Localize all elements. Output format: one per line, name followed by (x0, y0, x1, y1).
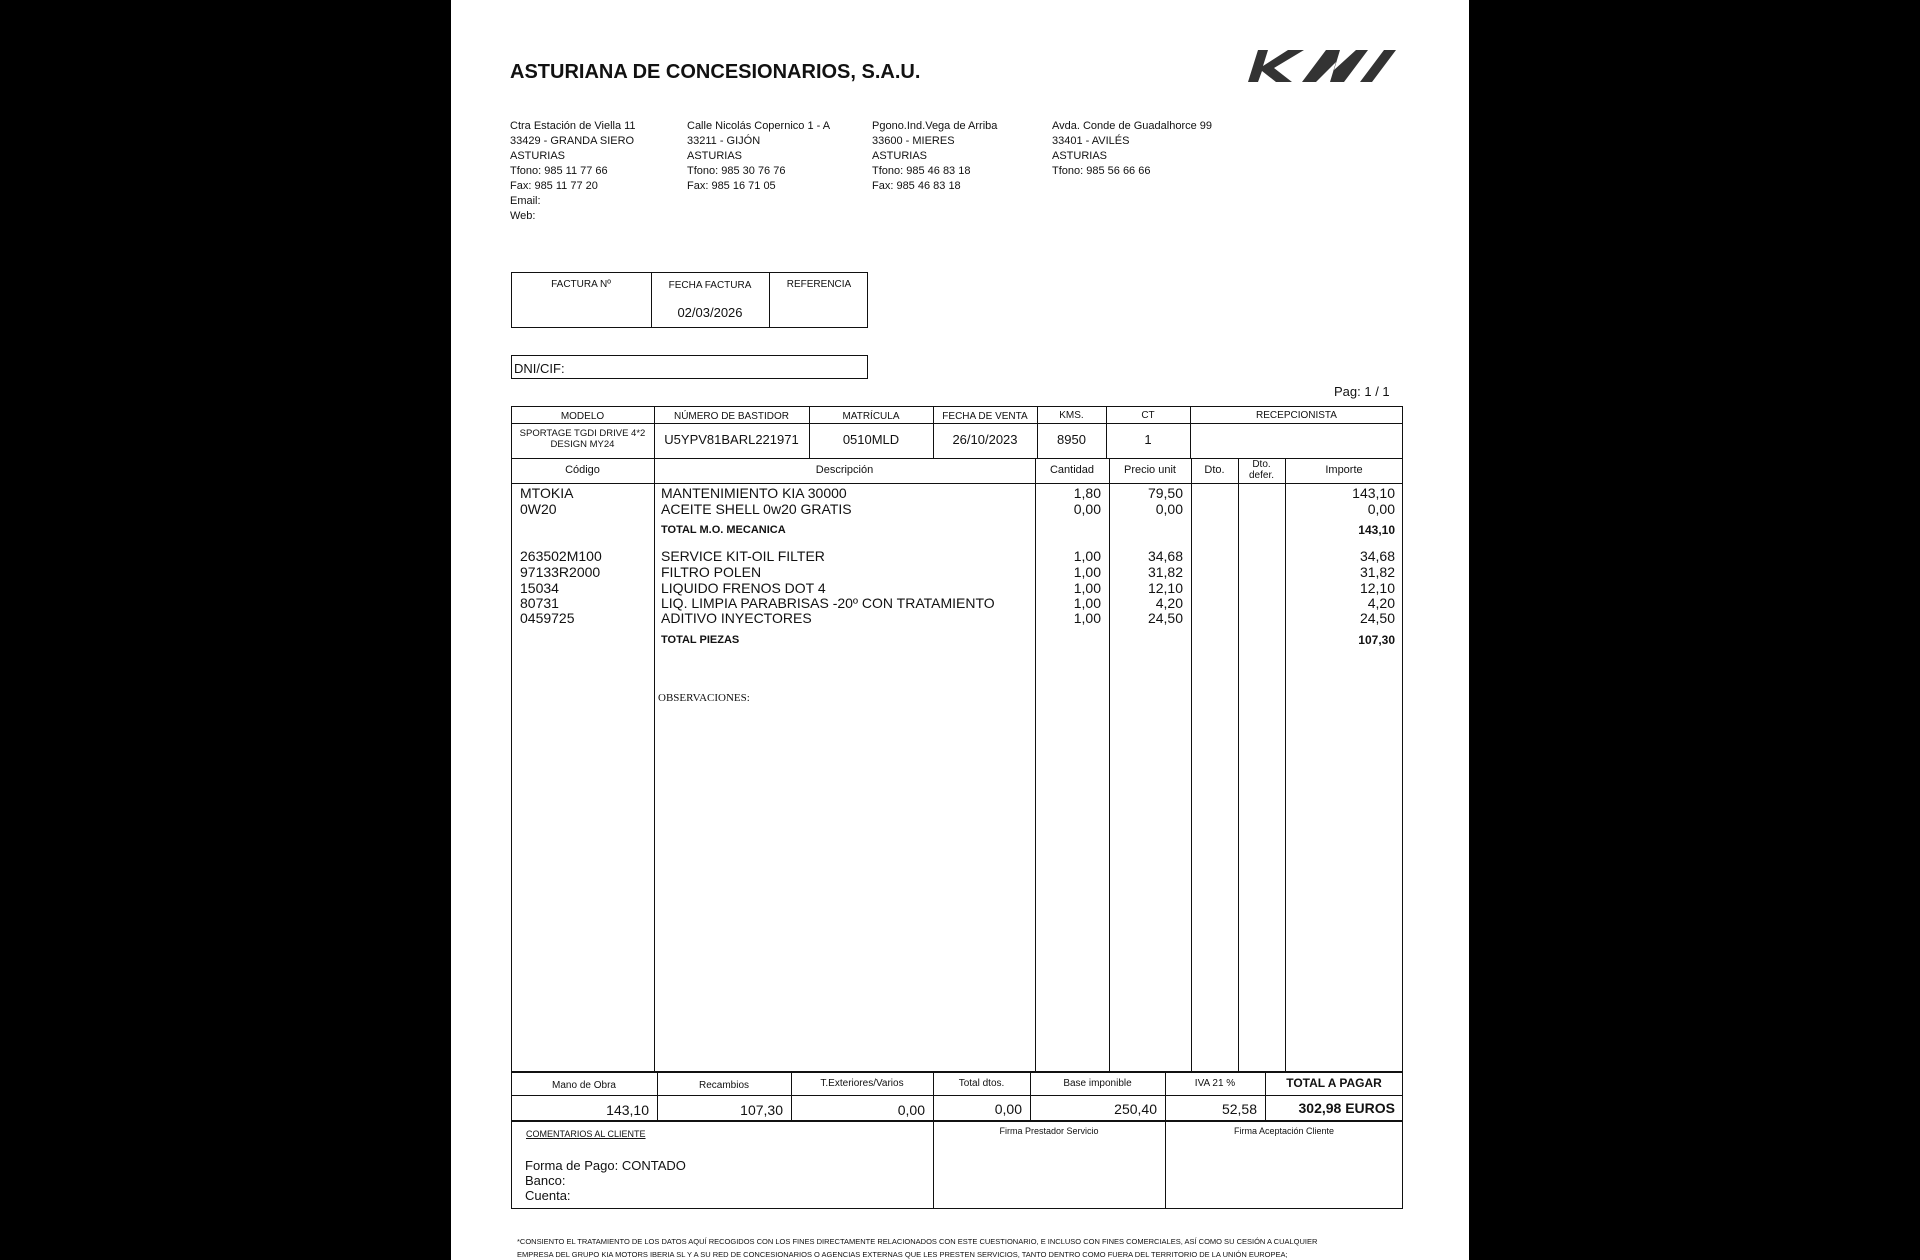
labor-total-amount: 143,10 (1358, 523, 1395, 537)
totals-total-label: TOTAL A PAGAR (1286, 1076, 1382, 1090)
totals-recambios-label: Recambios (698, 1080, 750, 1091)
totals-iva-label: IVA 21 % (1194, 1078, 1236, 1089)
firma-cliente-label: Firma Aceptación Cliente (1233, 1126, 1335, 1136)
vehicle-ct: 1 (1144, 432, 1152, 447)
totals-exteriores-label: T.Exteriores/Varios (820, 1078, 904, 1089)
parts-total-label: TOTAL PIEZAS (661, 634, 740, 646)
payment-info: Forma de Pago: CONTADO Banco: Cuenta: (525, 1158, 686, 1203)
invoice-page: ASTURIANA DE CONCESIONARIOS, S.A.U. Ctra Estación de Viella 11 33429 - GRANDA SIERO ASTURIAS Tfono: 985 11 77 66 Fax: 985 11 77 20 Email: Web: Calle Nicolás Copernico 1 - A 33211 - GIJÓN ASTURIAS Tfono: 985 30 76 76 Fax: 985 16 71 05 Pgono.Ind.Vega de Arriba 33600 - MIERES ASTURIAS Tfono: 985 46 83 18 Fax: 985 46 83 18 Avda. Conde de Guadalhorce 99 33401 - AVILÉS ASTURIAS Tfono: 985 56 66 66 FACTURA Nº FECHA FACTURA REFERENCIA 02/03/2026 DNI/CIF: Pag: 1 / 1 MODELO NÚMERO DE BASTIDOR MATRÍCULA FECHA DE VENTA KMS. CT RECEPCIONISTA SPORTAGE TGDI DRIVE 4*2 DESIGN MY24 U5YPV81BARL221971 0510MLD 26/10/2023 8950 1 Código Descripción Cantidad Precio unit Dto. Dto. defer. Importe MTOKIA MANTENIMIENTO KIA 30000 1,80 79,50 143,10 0W20 ACEITE SHELL 0w20 GRATIS 0,00 0,00 0,00 TOTAL M.O. MECANICA 143,10 263502M100 SERVICE KIT-OIL FILTER 1,00 34,68 34,68 97133R2000 FILTRO POLEN 1,00 31,82 31,82 15034 LIQUIDO FRENOS DOT 4 1,00 12,10 12,10 80731 LIQ. LIMPIA PARABRISAS -20º CON TRATAMIENTO 1,00 4,20 4,20 0459725 ADITIVO INYECTORES 1,00 24,50 24,50 TOTAL PIEZAS 107,30 OBSERVACIONES: Mano de Obra Recambios T.Exteriores/Varios Total dtos. Base imponible IVA 21 % TOTAL A PAGAR 143,10 107,30 0,00 0,00 250,40 52,58 302,98 EUROS COMENTARIOS AL CLIENTE Firma Prestador Servicio Firma Aceptación Cliente Forma de Pago: CONTADO Banco: Cuenta: *CONSIENTO EL TRATAMIENTO DE LOS DATOS AQUÍ RECOGIDOS CON LOS FINES DIRECTAMENTE RELACIONADOS CON ESTE CUESTIONARIO, E INCLUSO CON FINES COMERCIALES, ASÍ COMO SU CESIÓN A CUALQUIER EMPRESA DEL GRUPO KIA MOTORS IBERIA SL Y A SU RED DE CONCESIONARIOS O AGENCIAS EXTERNAS QUE LES PRESTEN SERVICIOS, TANTO DENTRO COMO FUERA DEL TERRITORIO DE LA UNIÓN EUROPEA; (451, 0, 1469, 1260)
kia-logo (1244, 44, 1399, 86)
office-aviles: Avda. Conde de Guadalhorce 99 33401 - AVILÉS ASTURIAS Tfono: 985 56 66 66 (1052, 120, 1213, 177)
header-ct: CT (1141, 410, 1155, 421)
vehicle-vin: U5YPV81BARL221971 (664, 432, 799, 447)
col-dto-defer: Dto. defer. (1248, 459, 1275, 481)
header-recepcionista: RECEPCIONISTA (1256, 410, 1337, 421)
col-precio: Precio unit (1124, 464, 1176, 476)
office-mieres: Pgono.Ind.Vega de Arriba 33600 - MIERES ASTURIAS Tfono: 985 46 83 18 Fax: 985 46 83 18 (872, 120, 998, 192)
firma-prestador-label: Firma Prestador Servicio (999, 1126, 1099, 1136)
header-kms: KMS. (1059, 410, 1084, 421)
col-codigo: Código (565, 464, 600, 476)
header-modelo: MODELO (560, 411, 605, 422)
col-cantidad: Cantidad (1049, 464, 1095, 476)
totals-dtos-label: Total dtos. (958, 1078, 1005, 1089)
comentarios-label: COMENTARIOS AL CLIENTE (526, 1129, 646, 1139)
totals-grand-total: 302,98 EUROS (1298, 1100, 1395, 1116)
totals-exteriores-value: 0,00 (897, 1102, 925, 1118)
vehicle-kms: 8950 (1057, 432, 1086, 447)
legal-text: *CONSIENTO EL TRATAMIENTO DE LOS DATOS AQUÍ RECOGIDOS CON LOS FINES DIRECTAMENTE RELACIONADOS CON ESTE CUESTIONARIO, E INCLUSO CON FINES COMERCIALES, ASÍ COMO SU CESIÓN A CUALQUIER EMPRESA DEL GRUPO KIA MOTORS IBERIA SL Y A SU RED DE CONCESIONARIOS O AGENCIAS EXTERNAS QUE LES PRESTEN SERVICIOS, TANTO DENTRO COMO FUERA DEL TERRITORIO DE LA UNIÓN EUROPEA; (517, 1237, 1318, 1259)
col-importe: Importe (1325, 464, 1363, 476)
fecha-factura-label: FECHA FACTURA (668, 280, 752, 291)
totals-base-value: 250,40 (1114, 1101, 1157, 1117)
totals-iva-value: 52,58 (1221, 1101, 1257, 1117)
header-matricula: MATRÍCULA (842, 411, 900, 422)
labor-total-label: TOTAL M.O. MECANICA (661, 524, 786, 536)
col-dto: Dto. (1204, 464, 1225, 476)
dni-label: DNI/CIF: (514, 361, 565, 376)
factura-label: FACTURA Nº (551, 279, 611, 290)
totals-mano-obra-label: Mano de Obra (552, 1080, 616, 1091)
page-number: Pag: 1 / 1 (1334, 384, 1390, 399)
col-descripcion: Descripción (815, 464, 874, 476)
parts-total-amount: 107,30 (1358, 633, 1395, 647)
office-gijon: Calle Nicolás Copernico 1 - A 33211 - GIJÓN ASTURIAS Tfono: 985 30 76 76 Fax: 985 16 71 05 (687, 120, 831, 192)
lines-table (511, 406, 1403, 1072)
vehicle-sale-date: 26/10/2023 (952, 432, 1018, 447)
header-fecha-venta: FECHA DE VENTA (942, 411, 1028, 422)
referencia-label: REFERENCIA (786, 279, 852, 290)
vehicle-model: SPORTAGE TGDI DRIVE 4*2 DESIGN MY24 (519, 428, 646, 450)
company-name: ASTURIANA DE CONCESIONARIOS, S.A.U. (510, 61, 921, 83)
fecha-factura-value: 02/03/2026 (677, 305, 743, 320)
observaciones-label: OBSERVACIONES: (658, 692, 750, 704)
totals-dtos-value: 0,00 (994, 1101, 1022, 1117)
totals-base-label: Base imponible (1063, 1078, 1132, 1089)
office-granda: Ctra Estación de Viella 11 33429 - GRANDA SIERO ASTURIAS Tfono: 985 11 77 66 Fax: 985 11 77 20 Email: Web: (510, 120, 636, 222)
totals-recambios-value: 107,30 (740, 1102, 783, 1118)
totals-mano-obra-value: 143,10 (606, 1102, 649, 1118)
header-bastidor: NÚMERO DE BASTIDOR (673, 411, 789, 422)
vehicle-plate: 0510MLD (842, 432, 900, 447)
